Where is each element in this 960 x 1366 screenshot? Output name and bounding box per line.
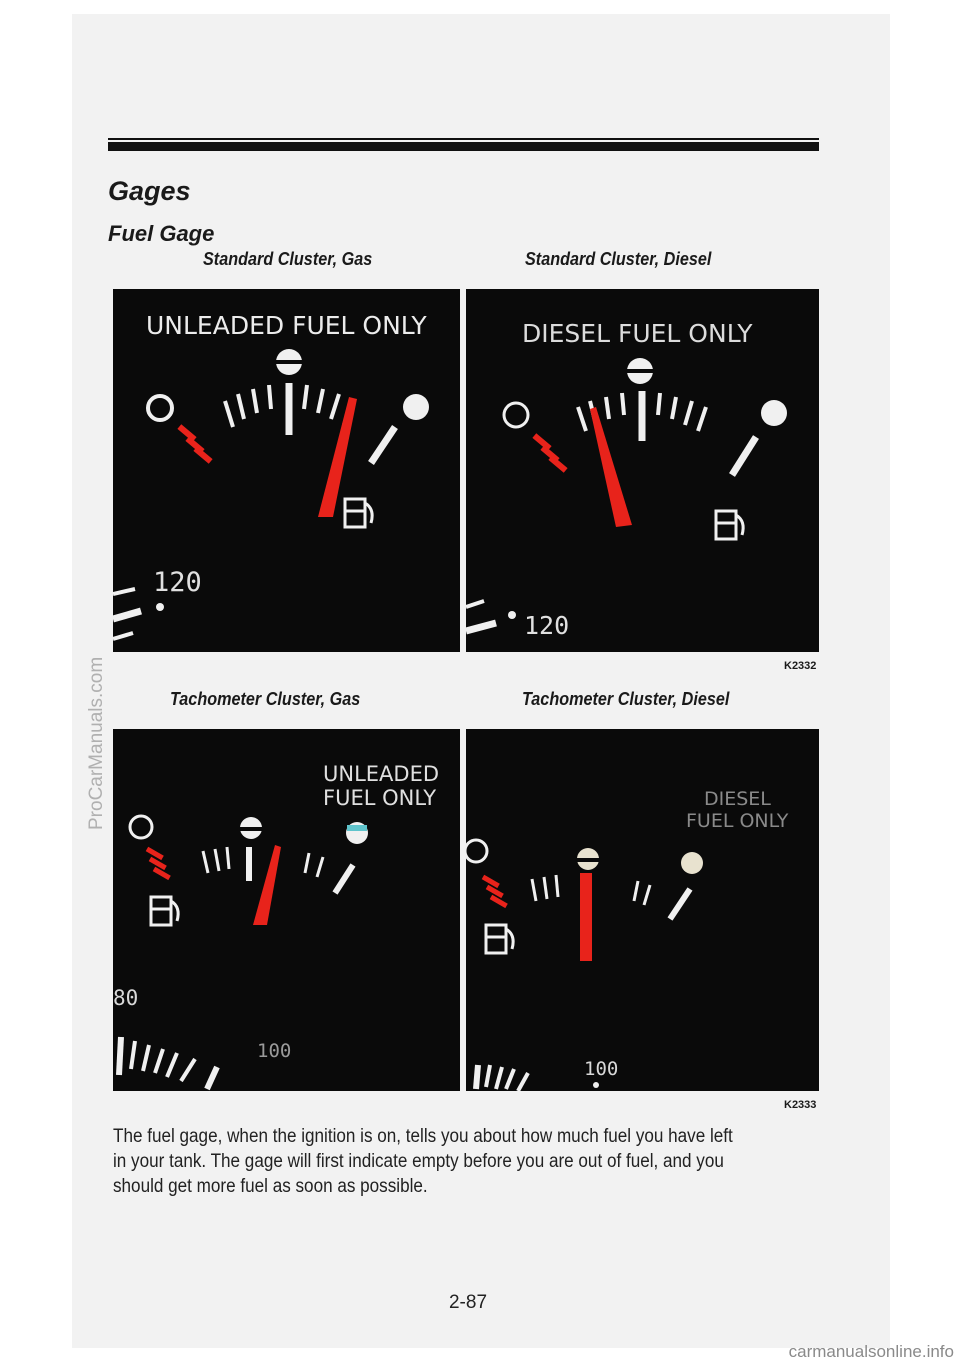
empty-indicator-icon [148,396,172,420]
fuel-pump-icon [345,499,372,527]
fuel-gauge-tachometer-diesel [466,729,819,1091]
header-rule-thick [108,142,819,151]
fuel-type-banner-line-2: FUEL ONLY [686,810,789,832]
empty-indicator-icon [504,403,528,427]
header-rule-thin [108,138,819,140]
half-indicator-icon [276,349,302,375]
full-indicator-icon [761,400,787,426]
caption-standard-diesel: Standard Cluster, Diesel [525,249,712,269]
speedometer-label-100: 100 [257,1040,292,1062]
footer-watermark: carmanualsonline.info [788,1342,954,1361]
scale-ticks [225,383,395,463]
half-indicator-icon [627,358,653,384]
reserve-ticks [177,424,212,463]
subsection-title: Fuel Gage [108,221,215,246]
fuel-gauge-tachometer-gas [113,729,460,1091]
full-indicator-icon [403,394,429,420]
fuel-needle [253,845,281,925]
speedometer-ticks [119,1037,217,1089]
speedometer-label-100: 100 [584,1058,619,1080]
fuel-gauge-standard-diesel [466,289,819,652]
full-indicator-icon [346,822,368,844]
page-number: 2-87 [448,1292,488,1313]
fuel-type-banner: UNLEADED FUEL ONLY [146,311,427,340]
speedometer-ticks [476,1065,528,1091]
speedometer-dot [593,1082,599,1088]
fuel-pump-icon [716,511,743,539]
half-indicator-icon [577,848,599,870]
speedometer-dot [156,603,164,611]
scale-ticks [532,875,690,919]
figure-code-bottom: K2333 [784,1099,817,1111]
figure-code-top: K2332 [784,660,817,672]
fuel-gauge-standard-gas [113,289,460,652]
reserve-ticks [146,847,171,880]
speedometer-dot [508,611,516,619]
half-indicator-icon [240,817,262,839]
full-indicator-icon [681,852,703,874]
fuel-needle [590,407,632,527]
reserve-ticks [532,433,567,472]
side-watermark: ProCarManuals.com [86,656,107,830]
speedometer-ticks [466,601,496,631]
speedometer-label-120: 120 [524,611,570,640]
speedometer-ticks [113,589,141,639]
gauge-photo-standard-diesel [466,289,819,652]
fuel-needle [580,873,592,961]
caption-tachometer-diesel: Tachometer Cluster, Diesel [522,689,730,709]
fuel-type-banner: DIESEL FUEL ONLY [522,319,753,348]
empty-indicator-icon [466,840,487,862]
speedometer-label-80: 80 [113,986,139,1010]
caption-standard-gas: Standard Cluster, Gas [203,249,373,269]
gauge-photo-standard-gas [113,289,460,652]
reserve-ticks [482,875,508,908]
fuel-pump-icon [151,897,178,925]
fuel-type-banner-line-1: DIESEL [704,788,771,810]
section-title: Gages [108,176,191,206]
fuel-type-banner-line-2: FUEL ONLY [323,786,437,810]
speedometer-label-120: 120 [153,567,202,598]
gauge-photo-tachometer-diesel [466,729,819,1091]
fuel-type-banner-line-1: UNLEADED [323,762,440,786]
caption-tachometer-gas: Tachometer Cluster, Gas [170,689,361,709]
body-paragraph: The fuel gage, when the ignition is on, tells you about how much fuel you have left in your tank. The gage will first indicate empty before you are out of fuel, and you should get more fuel as soon as possible. [113,1126,733,1197]
empty-indicator-icon [130,816,152,838]
gauge-photo-tachometer-gas [113,729,460,1091]
fuel-pump-icon [486,925,513,953]
